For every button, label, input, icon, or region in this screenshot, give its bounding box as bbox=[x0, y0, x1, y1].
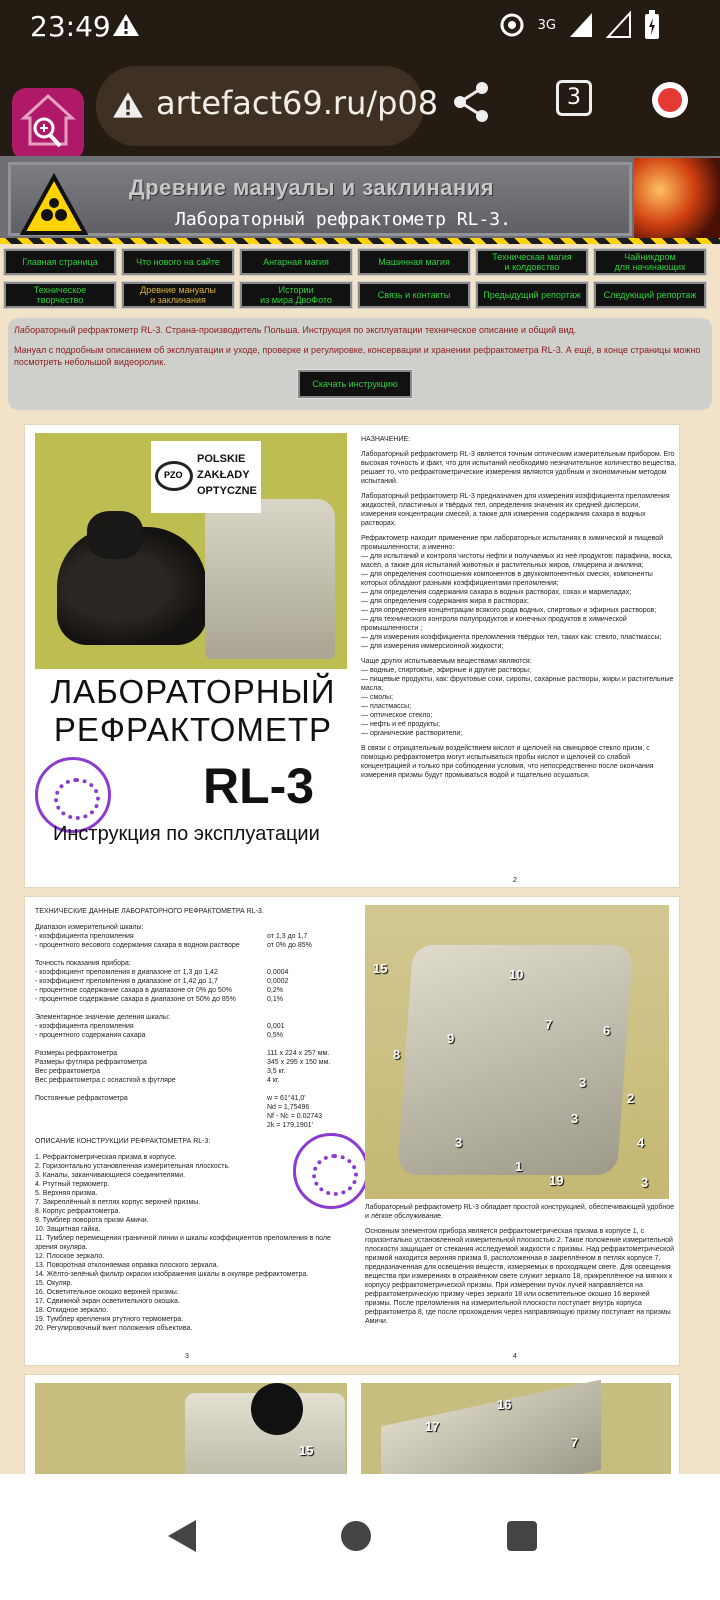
site-navigation bbox=[0, 244, 720, 310]
recents-icon[interactable] bbox=[506, 1520, 538, 1552]
location-icon bbox=[498, 11, 526, 39]
spec-row bbox=[35, 923, 351, 932]
spec-value: 0,0004 bbox=[267, 969, 289, 976]
nav-dvofoto-stories[interactable]: Истории из мира ДвоФото bbox=[240, 282, 352, 308]
part-item: 17. Сдвижной экран осветительного окошка. bbox=[35, 1298, 180, 1305]
parts-list bbox=[35, 1153, 335, 1333]
spec-row bbox=[35, 1112, 351, 1121]
spec-value: 4 кг. bbox=[267, 1077, 280, 1084]
spec-label: Точность показания прибора: bbox=[35, 960, 131, 967]
spec-label: Вес рефрактометра bbox=[35, 1068, 100, 1075]
part-item: 5. Верхняя призма. bbox=[35, 1190, 98, 1197]
spec-label bbox=[35, 1103, 267, 1112]
callout-label: 19 bbox=[549, 1173, 564, 1188]
update-icon[interactable] bbox=[652, 82, 688, 118]
page-number: 2 bbox=[513, 877, 517, 884]
warning-icon bbox=[112, 12, 140, 38]
cover-model: RL-3 bbox=[203, 758, 315, 814]
cover-title-line-2: РЕФРАКТОМЕТР bbox=[53, 711, 333, 748]
cover-instruction-label: Инструкция по эксплуатации bbox=[53, 823, 320, 845]
part-item: 16. Осветительное окошко верхней призмы. bbox=[35, 1289, 179, 1296]
part-item: 4. Ртутный термометр. bbox=[35, 1181, 110, 1188]
download-instruction-button[interactable]: Скачать инструкцию bbox=[298, 370, 412, 398]
clock: 23:49 bbox=[30, 10, 111, 43]
insecure-warning-icon[interactable] bbox=[112, 90, 144, 120]
manual-spread-1 bbox=[24, 424, 680, 888]
nav-whats-new[interactable]: Что нового на сайте bbox=[122, 249, 234, 275]
callout-label: 7 bbox=[545, 1017, 553, 1032]
spec-value: 0,2% bbox=[267, 987, 283, 994]
spec-row bbox=[35, 1076, 351, 1085]
spec-row bbox=[35, 1058, 351, 1067]
spec-row bbox=[35, 977, 351, 986]
nav-tech-creativity[interactable]: Техническое творчество bbox=[4, 282, 116, 308]
spec-label: - коэффициента преломления bbox=[35, 933, 134, 940]
part-item: 19. Тумблер крепления ртутного термометра. bbox=[35, 1316, 184, 1323]
callout-label: 6 bbox=[603, 1023, 611, 1038]
spec-label: - процентное содержание сахара в диапазоне от 0% до 50% bbox=[35, 987, 232, 994]
callout-label: 2 bbox=[627, 1091, 635, 1106]
spec-label: Диапазон измерительной шкалы: bbox=[35, 924, 144, 931]
tech-data-section: ТЕХНИЧЕСКИЕ ДАННЫЕ ЛАБОРАТОРНОГО РЕФРАКТОМЕТРА RL-3. bbox=[35, 908, 264, 915]
site-header bbox=[0, 156, 720, 242]
page-number-4: 4 bbox=[513, 1353, 517, 1360]
page4-text: Лабораторный рефрактометр RL-3 обладает простой конструкцией, обеспечивающей удобное и лёгкое обслуживание. Основным элементом прибора является рефрактометрическая призма в корпусе 1, с горизонтально установленной измерительной плоскостью 2. Такое положение измерительной плоскости защищает от стекания исследуемой жидкости с призмы. Над рефрактометрической призмой находится верхняя призма 6, расположенная в закреплённом в петлях корпусе 7, предназначенная для освещения веществ, измеряемых в проходящем свете. Для освещения вещества при измерениях в отражённом свете служит зеркало 18, прикреплённое на мягких к корпусу рефрактометрической призмы. При измерении пучок лучей направляется на рефрактометрическую призму через зеркало 18 или осветительное окошко 16 верхней призмы. После преломления на измерительной плоскости поступает внутрь корпуса рефрактометра 8, где после прохождения через направляющую призму поступает на призмы Амичи. bbox=[365, 1204, 675, 1325]
cover-title-line-1: ЛАБОРАТОРНЫЙ bbox=[50, 673, 336, 710]
callout-label: 3 bbox=[579, 1075, 587, 1090]
spec-row bbox=[35, 995, 351, 1004]
tech-specs-table bbox=[35, 923, 351, 1130]
spec-label bbox=[35, 1004, 267, 1013]
system-navigation-bar bbox=[0, 1474, 720, 1600]
spec-row bbox=[35, 1031, 351, 1040]
spec-row bbox=[35, 1013, 351, 1022]
spec-label: - коэффициент преломления в диапазоне от 1,42 до 1,7 bbox=[35, 978, 218, 985]
part-item: 8. Корпус рефрактометра. bbox=[35, 1208, 121, 1215]
callout-label: 3 bbox=[571, 1111, 579, 1126]
callout-label: 3 bbox=[641, 1175, 649, 1190]
tab-switcher-button[interactable]: 3 bbox=[556, 80, 592, 116]
header-panel bbox=[8, 162, 632, 236]
spec-row bbox=[35, 1085, 351, 1094]
spec-label: - процентного весового содержания сахара в водном растворе bbox=[35, 942, 240, 949]
spec-label: Размеры футляра рефрактометра bbox=[35, 1059, 147, 1066]
share-icon[interactable] bbox=[452, 80, 492, 124]
part-item: 7. Закреплённый в петлях корпус верхней призмы. bbox=[35, 1199, 201, 1206]
home-icon bbox=[12, 88, 84, 160]
spec-row bbox=[35, 1049, 351, 1058]
spec-value bbox=[267, 959, 351, 968]
callout-label: 8 bbox=[393, 1047, 401, 1062]
stamp-icon-2 bbox=[293, 1133, 369, 1209]
spec-label bbox=[35, 1040, 267, 1049]
spec-value: 0,1% bbox=[267, 996, 283, 1003]
spec-row bbox=[35, 941, 351, 950]
spec-value: 111 x 224 x 257 мм. bbox=[267, 1050, 330, 1057]
manual-spread-2 bbox=[24, 896, 680, 1366]
web-page bbox=[0, 156, 720, 1474]
purpose-section: НАЗНАЧЕНИЕ: Лабораторный рефрактометр RL-3 является точным оптическим измерительным прибором. Его высокая точность и факт, что для испытаний необходимо незначительное количество вещества, решает то, что рефрактометрические измерения являются удобным и экономичным методом испытаний. Лабораторный рефрактометр RL-3 предназначен для измерения коэффициента преломления жидкостей, пластичных и твёрдых тел, определения значения их средней дисперсии, измерения концентрации смесей, а также для измерения содержания сахара в водных растворах. Рефрактометр находит применение при лабораторных испытаниях в химической и пищевой промышленности, а именно: — для испытаний и контроля чистоты нефти и получаемых из неё продуктов: парафина, воска, масел, а также для испытаний животных и растительных жиров, глицерина и анилина; — для определения соотношения компонентов в двухкомпонентных смесях, компоненты которых обладают разными коэффициентами преломления; — для определения содержания сахара в водных растворах, соках и мармеладах; — для определения содержания жира в растворах; — для определения концентрации всякого рода водных, спиртовых и эфирных растворов; — для технического контроля полупродуктов и конечных продуктов в химической промышленности ; — для измерения коэффициента преломления твёрдых тел, таких как: стекло, пластмассы; — для измерения иммерсионной жидкости; Чаще других испытываемым веществами являются: — водные, спиртовые, эфирные и другие растворы; — пищевые продукты, как: фруктовые соки, сиропы, сахарные растворы, жиры и растительные масла; — смолы; — пластмассы; — оптическое стекло; — нефть и её продукты; — органические растворители; В связи с отрицательным воздействием кислот и щелочей на свинцовое стекло призм, с помощью рефрактометра могут испытываться пробы кислот и щелочей со слабой концентрацией и только при соблюдении условия, что непосредственно после окончания измерения призмы будут промываться водой и тщательно осушаться. bbox=[361, 436, 677, 779]
intro-text-1: Лабораторный рефрактометр RL-3. Страна-производитель Польша. Инструкция по эксплуатации техническое описание и общий вид. bbox=[14, 325, 577, 335]
spec-label: - коэффициента преломления bbox=[35, 1023, 134, 1030]
spec-value: Nd = 1,75496 bbox=[267, 1104, 310, 1111]
spec-value: от 0% до 85% bbox=[267, 942, 312, 949]
device-labeled-photo bbox=[365, 905, 669, 1199]
spec-row bbox=[35, 968, 351, 977]
spec-value bbox=[267, 923, 351, 932]
spec-row bbox=[35, 986, 351, 995]
nav-previous-report[interactable]: Предыдущий репортаж bbox=[476, 282, 588, 308]
url-text[interactable]: artefact69.ru/p08 bbox=[156, 84, 439, 122]
nav-hangar-magic[interactable]: Ангарная магия bbox=[240, 249, 352, 275]
stamp-icon bbox=[35, 757, 111, 833]
home-button[interactable] bbox=[12, 88, 84, 160]
part-item: 12. Плоское зеркало. bbox=[35, 1253, 105, 1260]
spec-label bbox=[35, 950, 267, 959]
spec-label bbox=[35, 1121, 267, 1130]
spec-label: - процентного содержания сахара bbox=[35, 1032, 146, 1039]
spec-value: от 1,3 до 1,7 bbox=[267, 933, 308, 940]
callout-label: 1 bbox=[515, 1159, 523, 1174]
spec-label: Размеры рефрактометра bbox=[35, 1050, 117, 1057]
callout-label: 7 bbox=[571, 1435, 579, 1450]
callout-label: 15 bbox=[373, 961, 388, 976]
callout-label: 4 bbox=[637, 1135, 645, 1150]
spec-label bbox=[35, 1085, 267, 1094]
spec-row bbox=[35, 1094, 351, 1103]
callout-label: 15 bbox=[299, 1443, 314, 1458]
page-number-3: 3 bbox=[185, 1353, 189, 1360]
signal-icon-2 bbox=[606, 11, 632, 39]
callout-label: 3 bbox=[455, 1135, 463, 1150]
spec-value bbox=[267, 1085, 351, 1094]
spec-row bbox=[35, 959, 351, 968]
part-item: 2. Горизонтально установленная измерительная плоскость. bbox=[35, 1163, 231, 1170]
back-icon[interactable] bbox=[166, 1518, 198, 1554]
site-title: Древние мануалы и заклинания bbox=[129, 175, 495, 200]
spec-row bbox=[35, 1022, 351, 1031]
battery-icon bbox=[644, 10, 660, 40]
page-title: Лабораторный рефрактометр RL-3. bbox=[175, 209, 511, 230]
part-item: 13. Поворотная отклоняемая оправка плоского зеркала. bbox=[35, 1262, 219, 1269]
spec-value bbox=[267, 1040, 351, 1049]
spec-value bbox=[267, 1013, 351, 1022]
spec-label bbox=[35, 1112, 267, 1121]
spec-row bbox=[35, 1040, 351, 1049]
address-bar[interactable] bbox=[96, 66, 439, 146]
intro-text-2: Мануал с подробным описанием об эксплуатации и уходе, проверке и регулировке, консервации и хранении рефрактометра RL-3. А ещё, в конце страницы можно посмотреть небольшой видеоролик. bbox=[14, 345, 701, 367]
intro-box bbox=[8, 318, 712, 410]
callout-label: 17 bbox=[425, 1419, 440, 1434]
pzo-logo-icon: PZO bbox=[155, 461, 193, 491]
hazard-logo-icon bbox=[21, 175, 87, 235]
construction-section: ОПИСАНИЕ КОНСТРУКЦИИ РЕФРАКТОМЕТРА RL-3: bbox=[35, 1138, 211, 1145]
pzo-sign-text: POLSKIE ZAKŁADY OPTYCZNE bbox=[197, 453, 257, 497]
part-item: 3. Каналы, заканчивающиеся соединителями. bbox=[35, 1172, 186, 1179]
nav-next-report[interactable]: Следующий репортаж bbox=[594, 282, 706, 308]
spec-row bbox=[35, 1004, 351, 1013]
part-item: 20. Регулировочный винт положения объектива. bbox=[35, 1325, 193, 1332]
spec-row bbox=[35, 932, 351, 941]
cover-photo bbox=[35, 433, 347, 669]
nav-beginners[interactable]: Чайникдром для начинающих bbox=[594, 249, 706, 275]
callout-label: 16 bbox=[497, 1397, 512, 1412]
eyepiece-image bbox=[251, 1383, 303, 1435]
part-item: 10. Защитная гайка. bbox=[35, 1226, 101, 1233]
spec-value: Nf - Nc = 0.02743 bbox=[267, 1113, 323, 1120]
callout-label: 9 bbox=[447, 1031, 455, 1046]
part-item: 1. Рефрактометрическая призма в корпусе. bbox=[35, 1154, 177, 1161]
nav-machine-magic[interactable]: Машинная магия bbox=[358, 249, 470, 275]
spec-value: 3,5 кг. bbox=[267, 1068, 286, 1075]
spec-row bbox=[35, 950, 351, 959]
nav-home[interactable]: Главная страница bbox=[4, 249, 116, 275]
spec-value: 0,001 bbox=[267, 1023, 285, 1030]
spec-row bbox=[35, 1067, 351, 1076]
spec-label: Элементарное значение деления шкалы: bbox=[35, 1014, 170, 1021]
spec-value bbox=[267, 950, 351, 959]
status-bar bbox=[0, 0, 720, 60]
signal-icon bbox=[568, 11, 594, 39]
header-image bbox=[634, 158, 720, 238]
browser-toolbar bbox=[0, 60, 720, 156]
part-item: 11. Тумблер перемещения граничной линии и шкалы коэффициентов преломления в поле зрения окуляра. bbox=[35, 1235, 331, 1251]
spec-label: Постоянные рефрактометра bbox=[35, 1095, 128, 1102]
part-item: 9. Тумблер поворота призм Амичи. bbox=[35, 1217, 149, 1224]
spec-value: 2k = 179,1901' bbox=[267, 1122, 313, 1129]
refractometer-image bbox=[205, 499, 335, 659]
nav-contacts[interactable]: Связь и контакты bbox=[358, 282, 470, 308]
cat-image bbox=[57, 527, 207, 645]
home-circle-icon[interactable] bbox=[340, 1520, 372, 1552]
network-type: 3G bbox=[537, 17, 556, 33]
spec-value: w = 61°41,0' bbox=[267, 1095, 306, 1102]
spec-value: 0,5% bbox=[267, 1032, 283, 1039]
spec-value bbox=[267, 1004, 351, 1013]
nav-ancient-manuals[interactable]: Древние мануалы и заклинания bbox=[122, 282, 234, 308]
pzo-sign bbox=[151, 441, 261, 513]
spec-row bbox=[35, 1121, 351, 1130]
part-item: 14. Жёлто-зелёный фильтр окраски изображения шкалы в окуляре рефрактометра. bbox=[35, 1271, 309, 1278]
spec-row bbox=[35, 1103, 351, 1112]
spec-value: 345 x 295 x 150 мм. bbox=[267, 1059, 331, 1066]
spec-label: - процентное содержание сахара в диапазоне от 50% до 85% bbox=[35, 996, 236, 1003]
spec-value: 0,0002 bbox=[267, 978, 289, 985]
spec-label: Вес рефрактометра с оснасткой в футляре bbox=[35, 1077, 176, 1084]
nav-tech-magic[interactable]: Техническая магия и колдовство bbox=[476, 249, 588, 275]
part-item: 15. Окуляр. bbox=[35, 1280, 73, 1287]
part-item: 18. Откидное зеркало. bbox=[35, 1307, 109, 1314]
callout-label: 10 bbox=[509, 967, 524, 982]
spec-label: - коэффициент преломления в диапазоне от 1,3 до 1,42 bbox=[35, 969, 218, 976]
